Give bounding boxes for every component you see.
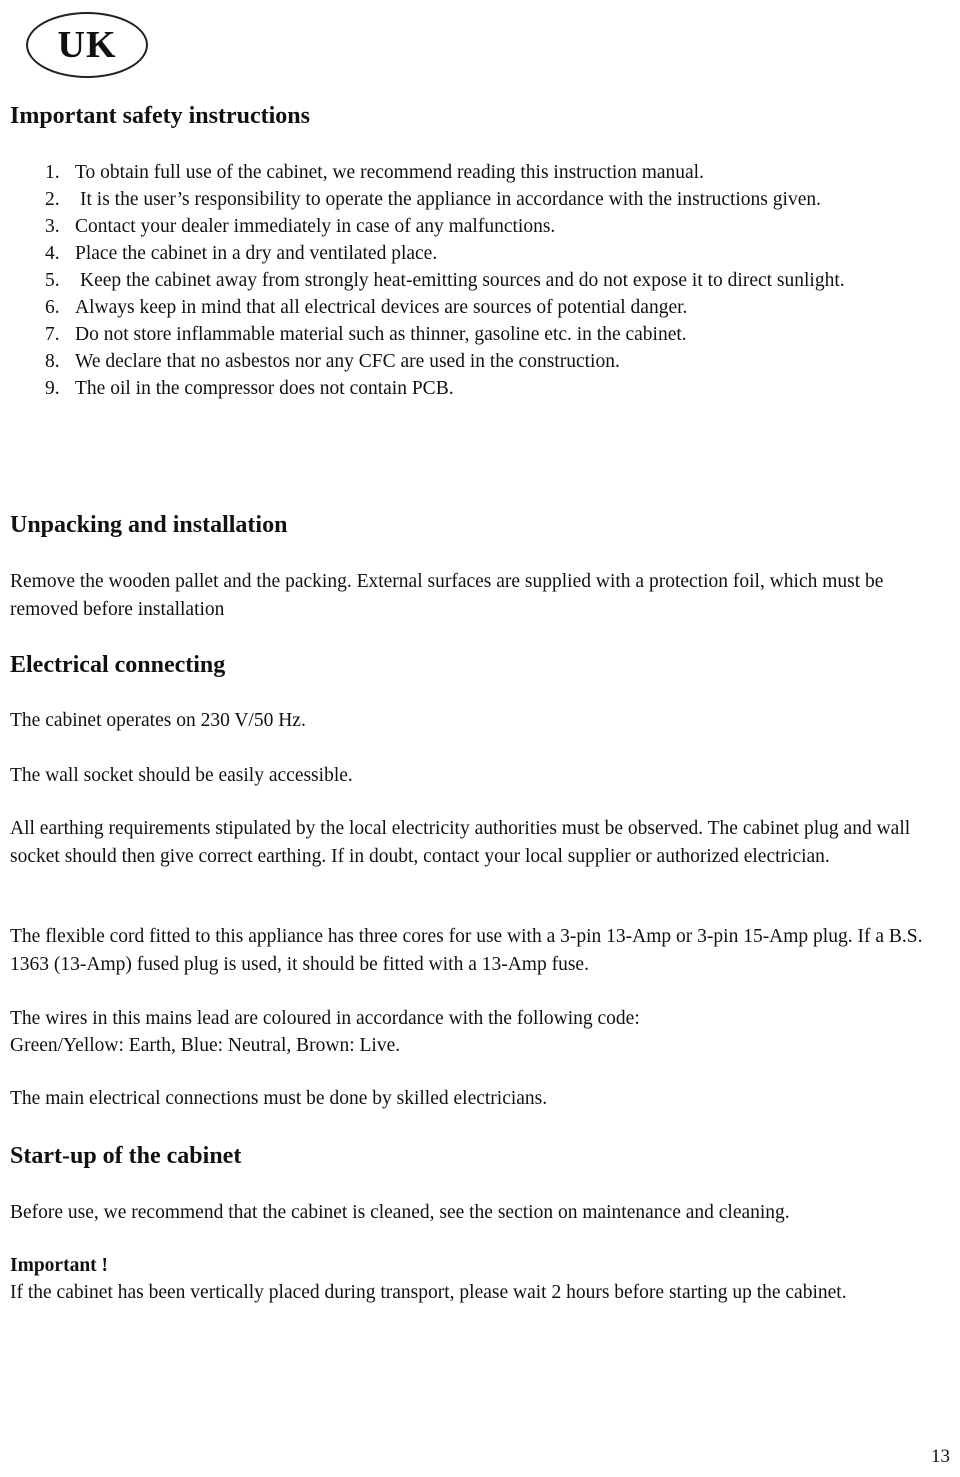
unpacking-text: Remove the wooden pallet and the packing. External surfaces are supplied with a protection foil, which must be removed before installation (10, 571, 884, 620)
safety-heading: Important safety instructions (10, 103, 310, 129)
startup-heading: Start-up of the cabinet (10, 1143, 242, 1169)
list-number: 8. (45, 351, 60, 372)
electrical-earthing: All earthing requirements stipulated by the local electricity authorities must be observed. The cabinet plug and wall socket should then give correct earthing. If in doubt, contact your local supplier or authorized electrician. (10, 818, 911, 867)
list-text: It is the user’s responsibility to operate the appliance in accordance with the instructions given. (80, 189, 821, 210)
list-item (0, 159, 930, 186)
list-item (0, 375, 930, 402)
list-number: 2. (45, 189, 60, 210)
list-item (0, 321, 930, 348)
electrical-heading: Electrical connecting (10, 652, 226, 678)
list-item (0, 213, 930, 240)
unpacking-heading: Unpacking and installation (10, 512, 288, 538)
important-text: If the cabinet has been vertically placed during transport, please wait 2 hours before starting up the cabinet. (10, 1282, 847, 1303)
electrical-skilled: The main electrical connections must be done by skilled electricians. (10, 1088, 548, 1109)
list-number: 9. (45, 378, 60, 399)
list-text: Keep the cabinet away from strongly heat-emitting sources and do not expose it to direct sunlight. (80, 270, 845, 291)
electrical-cord: The flexible cord fitted to this appliance has three cores for use with a 3-pin 13-Amp or 3-pin 15-Amp plug. If a B.S. 1363 (13-Amp) fused plug is used, it should be fitted with a 13-Amp fuse. (10, 926, 923, 975)
list-item (0, 267, 930, 294)
list-item (0, 348, 930, 375)
important-label: Important ! (10, 1255, 109, 1276)
uk-badge: UK (26, 12, 148, 78)
list-number: 1. (45, 162, 60, 183)
list-item (0, 294, 930, 321)
list-text: We declare that no asbestos nor any CFC are used in the construction. (75, 351, 620, 372)
list-text: Contact your dealer immediately in case of any malfunctions. (75, 216, 556, 237)
list-number: 5. (45, 270, 60, 291)
electrical-socket: The wall socket should be easily accessible. (10, 765, 353, 786)
list-number: 7. (45, 324, 60, 345)
electrical-wires: The wires in this mains lead are coloured in accordance with the following code: (10, 1008, 640, 1029)
safety-list (0, 159, 930, 402)
electrical-wire-colours: Green/Yellow: Earth, Blue: Neutral, Brown: Live. (10, 1035, 401, 1056)
list-text: To obtain full use of the cabinet, we recommend reading this instruction manual. (75, 162, 704, 183)
list-text: Always keep in mind that all electrical devices are sources of potential danger. (75, 297, 688, 318)
electrical-voltage: The cabinet operates on 230 V/50 Hz. (10, 710, 306, 731)
list-number: 3. (45, 216, 60, 237)
page-number: 13 (931, 1446, 950, 1467)
list-number: 6. (45, 297, 60, 318)
list-text: The oil in the compressor does not contain PCB. (75, 378, 454, 399)
list-text: Place the cabinet in a dry and ventilated place. (75, 243, 438, 264)
list-item (0, 186, 930, 213)
list-number: 4. (45, 243, 60, 264)
list-item (0, 240, 930, 267)
list-text: Do not store inflammable material such as thinner, gasoline etc. in the cabinet. (75, 324, 687, 345)
startup-cleaning: Before use, we recommend that the cabinet is cleaned, see the section on maintenance and cleaning. (10, 1202, 790, 1223)
